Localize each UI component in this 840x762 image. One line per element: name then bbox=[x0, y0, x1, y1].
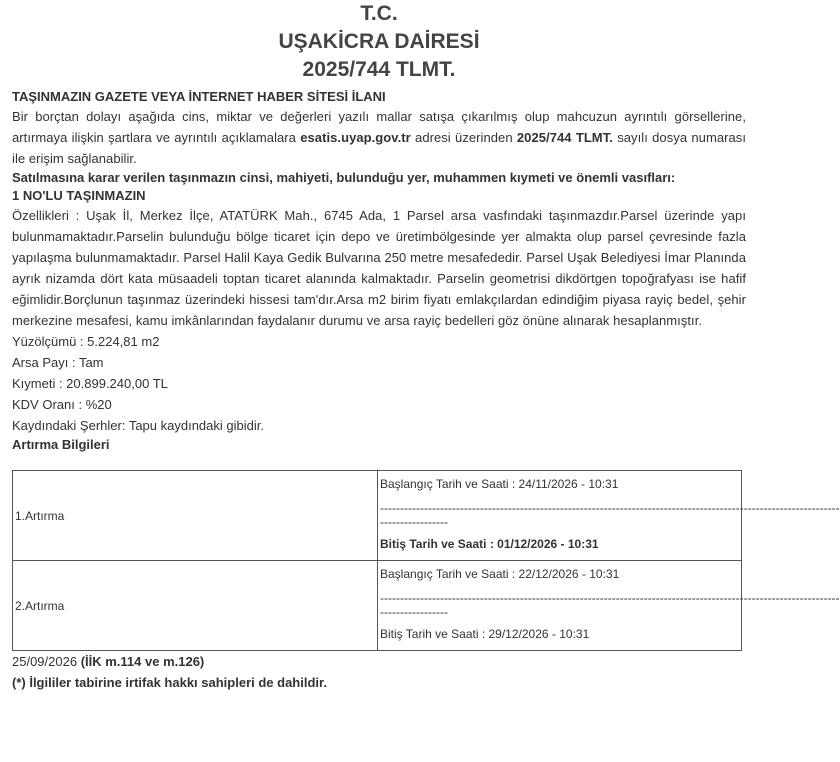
auction-heading: Artırma Bilgileri bbox=[12, 437, 110, 452]
detail-value: Kıymeti : 20.899.240,00 TL bbox=[12, 376, 168, 391]
auction-table bbox=[12, 470, 840, 651]
intro-text-1: Bir borçtan dolayı aşağıda cins, miktar ve değerleri yazılı mallar satışa çıkarılmış olup mahcuzun ayrıntılı görsellerine, artırmaya ilişkin şartlara ve ayrıntılı açıklamalara bbox=[12, 109, 746, 145]
auction-separator: ------------------------------------------------------------------------------------------------------------------- bbox=[380, 591, 840, 605]
intro-text-2: adresi üzerinden bbox=[410, 130, 517, 145]
auction-label: 2.Artırma bbox=[13, 561, 378, 651]
auction-end: Bitiş Tarih ve Saati : 29/12/2026 - 10:31 bbox=[380, 627, 590, 641]
auction-end: Bitiş Tarih ve Saati : 01/12/2026 - 10:31 bbox=[380, 537, 599, 551]
footer-law-reference: (İİK m.114 ve m.126) bbox=[77, 654, 205, 669]
auction-site-link[interactable]: esatis.uyap.gov.tr bbox=[300, 130, 411, 145]
intro-file-number: 2025/744 TLMT. bbox=[516, 130, 613, 145]
auction-separator-tail: ----------------- bbox=[380, 605, 448, 619]
footer-date-line bbox=[12, 651, 746, 672]
header-file-number: 2025/744 TLMT. bbox=[302, 58, 456, 81]
table-row bbox=[13, 561, 742, 651]
table-row bbox=[13, 471, 742, 561]
property-features: Özellikleri : Uşak İl, Merkez İlçe, ATATÜRK Mah., 6745 Ada, 1 Parsel arsa vasfındaki taşınmazdır.Parsel üzerinde yapı bulunmamaktadır.Parselin bulunduğu bölge ticaret için depo ve üretimbölgesinde yer almakta olup parsel çevresinde fazla yapılaşma bulunmamaktadır. Parsel Halil Kaya Gedik Bulvarına 250 metre mesafededir. Parsel Uşak Belediyesi İmar Planında ayrık nizamda dört kata müsaadeli toptan ticaret alanında kalmaktadır. Parselin geometrisi dikdörtgen topoğrafyası ise hafif eğimlidir.Borçlunun taşınmaz üzerindeki hissesi tam'dır.Arsa m2 birim fiyatı emlakçılardan edindiğim piyasa rayiç bedel, şehir merkezine mesafesi, kamu imkânlarından faydalanır durumu ve arsa rayiç bedelleri göz önüne alınarak hesaplanmıştır. bbox=[12, 208, 746, 328]
detail-area: Yüzölçümü : 5.224,81 m2 bbox=[12, 334, 160, 349]
auction-start: Başlangıç Tarih ve Saati : 22/12/2026 - 10:31 bbox=[380, 567, 620, 581]
detail-vat: KDV Oranı : %20 bbox=[12, 397, 112, 412]
auction-label: 1.Artırma bbox=[13, 471, 378, 561]
auction-dates bbox=[378, 561, 840, 651]
auction-separator: ------------------------------------------------------------------------------------------------------------------- bbox=[380, 501, 840, 515]
property-heading: 1 NO'LU TAŞINMAZIN bbox=[12, 188, 146, 203]
detail-share: Arsa Payı : Tam bbox=[12, 355, 104, 370]
header-office: UŞAKİCRA DAİRESİ bbox=[278, 30, 480, 53]
footer-date: 25/09/2026 bbox=[12, 654, 78, 669]
intro-text-3: sayılı dosya numarası ile erişim sağlanabilir. bbox=[12, 130, 746, 166]
auction-start: Başlangıç Tarih ve Saati : 24/11/2026 - 10:31 bbox=[380, 477, 619, 491]
section-heading: Satılmasına karar verilen taşınmazın cinsi, mahiyeti, bulunduğu yer, muhammen kıymeti ve önemli vasıfları: bbox=[12, 170, 676, 185]
intro-paragraph bbox=[12, 106, 746, 169]
notice-title: TAŞINMAZIN GAZETE VEYA İNTERNET HABER SİTESİ İLANI bbox=[12, 89, 386, 104]
header-tc: T.C. bbox=[360, 2, 398, 25]
detail-annotations: Kaydındaki Şerhler: Tapu kaydındaki gibidir. bbox=[12, 418, 264, 433]
auction-dates bbox=[378, 471, 840, 561]
footer-note: (*) İlgililer tabirine irtifak hakkı sahipleri de dahildir. bbox=[12, 675, 327, 690]
auction-separator-tail: ----------------- bbox=[380, 515, 448, 529]
